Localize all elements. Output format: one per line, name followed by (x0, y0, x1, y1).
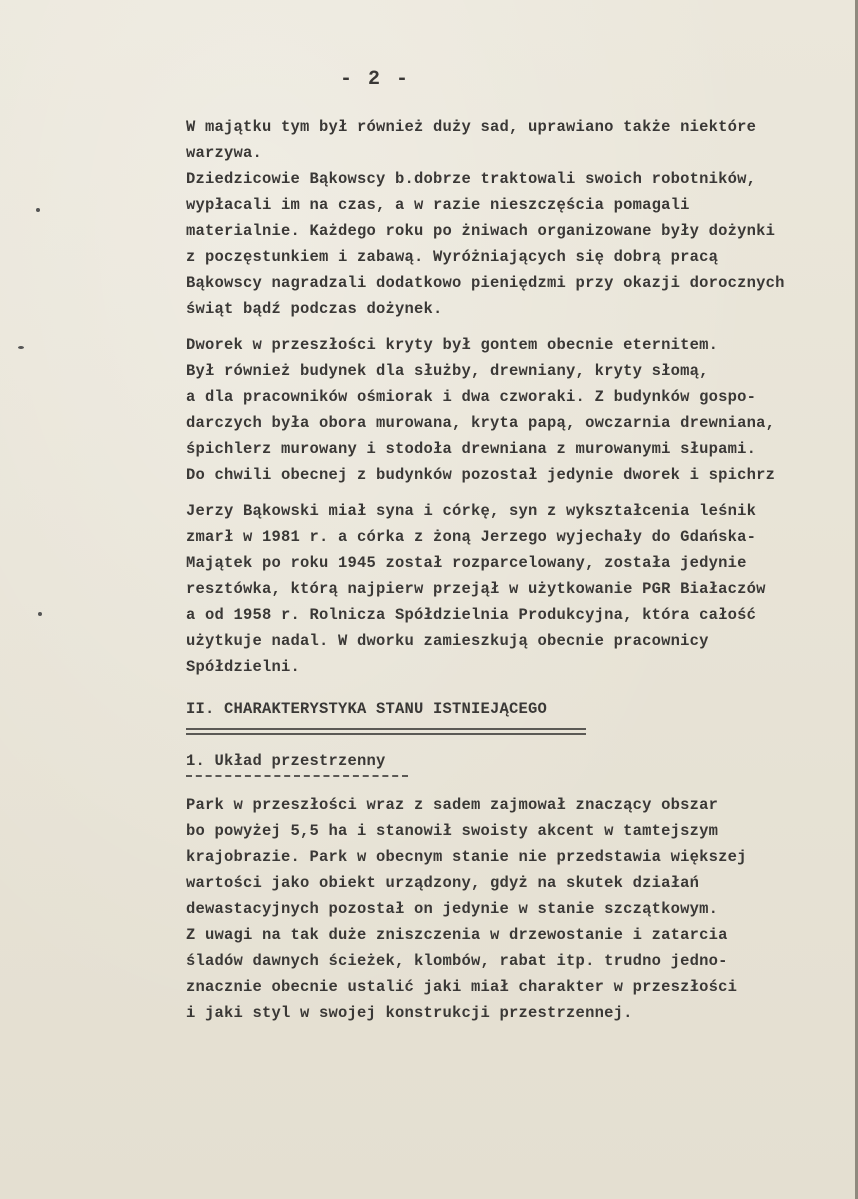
text-line: i jaki styl w swojej konstrukcji przestrzennej. (186, 1004, 633, 1022)
text-line: Spółdzielni. (186, 658, 301, 676)
text-line: świąt bądź podczas dożynek. (186, 300, 443, 318)
subsection-heading: 1. Układ przestrzenny (186, 752, 386, 770)
text-line: śpichlerz murowany i stodoła drewniana z murowanymi słupami. (186, 440, 757, 458)
text-line: Park w przeszłości wraz z sadem zajmował znaczący obszar (186, 796, 719, 814)
text-line: Dworek w przeszłości kryty był gontem obecnie eternitem. (186, 336, 719, 354)
heading-double-underline (186, 728, 586, 730)
text-line: bo powyżej 5,5 ha i stanowił swoisty akcent w tamtejszym (186, 822, 719, 840)
text-line: z poczęstunkiem i zabawą. Wyróżniających się dobrą pracą (186, 248, 719, 266)
subheading-underline (186, 775, 408, 777)
text-line: a dla pracowników ośmiorak i dwa czworaki. Z budynków gospo- (186, 388, 757, 406)
text-line: Majątek po roku 1945 został rozparcelowany, została jedynie (186, 554, 747, 572)
margin-speck (38, 612, 42, 616)
text-line: Do chwili obecnej z budynków pozostał jedynie dworek i spichrz (186, 466, 776, 484)
text-line: materialnie. Każdego roku po żniwach organizowane były dożynki (186, 222, 776, 240)
text-line: Z uwagi na tak duże zniszczenia w drzewostanie i zatarcia (186, 926, 728, 944)
text-line: zmarł w 1981 r. a córka z żoną Jerzego wyjechały do Gdańska- (186, 528, 757, 546)
section-heading: II. CHARAKTERYSTYKA STANU ISTNIEJĄCEGO (186, 700, 548, 718)
text-line: użytkuje nadal. W dworku zamieszkują obecnie pracownicy (186, 632, 709, 650)
text-line: Dziedzicowie Bąkowscy b.dobrze traktowali swoich robotników, (186, 170, 757, 188)
text-line: Jerzy Bąkowski miał syna i córkę, syn z wykształcenia leśnik (186, 502, 757, 520)
margin-speck (36, 208, 40, 212)
text-line: resztówka, którą najpierw przejął w użytkowanie PGR Białaczów (186, 580, 766, 598)
text-line: śladów dawnych ścieżek, klombów, rabat itp. trudno jedno- (186, 952, 728, 970)
text-line: a od 1958 r. Rolnicza Spółdzielnia Produkcyjna, która całość (186, 606, 757, 624)
text-line: krajobrazie. Park w obecnym stanie nie przedstawia większej (186, 848, 747, 866)
text-line: darczych była obora murowana, kryta papą, owczarnia drewniana, (186, 414, 776, 432)
text-line: Bąkowscy nagradzali dodatkowo pieniędzmi przy okazji dorocznych (186, 274, 785, 292)
text-line: wartości jako obiekt urządzony, gdyż na skutek działań (186, 874, 700, 892)
text-line: W majątku tym był również duży sad, uprawiano także niektóre (186, 118, 757, 136)
margin-speck (18, 346, 24, 349)
text-line: znacznie obecnie ustalić jaki miał charakter w przeszłości (186, 978, 738, 996)
text-line: wypłacali im na czas, a w razie nieszczęścia pomagali (186, 196, 690, 214)
page-number: - 2 - (340, 68, 411, 91)
text-line: warzywa. (186, 144, 263, 162)
text-line: dewastacyjnych pozostał on jedynie w stanie szczątkowym. (186, 900, 719, 918)
text-line: Był również budynek dla służby, drewniany, kryty słomą, (186, 362, 709, 380)
